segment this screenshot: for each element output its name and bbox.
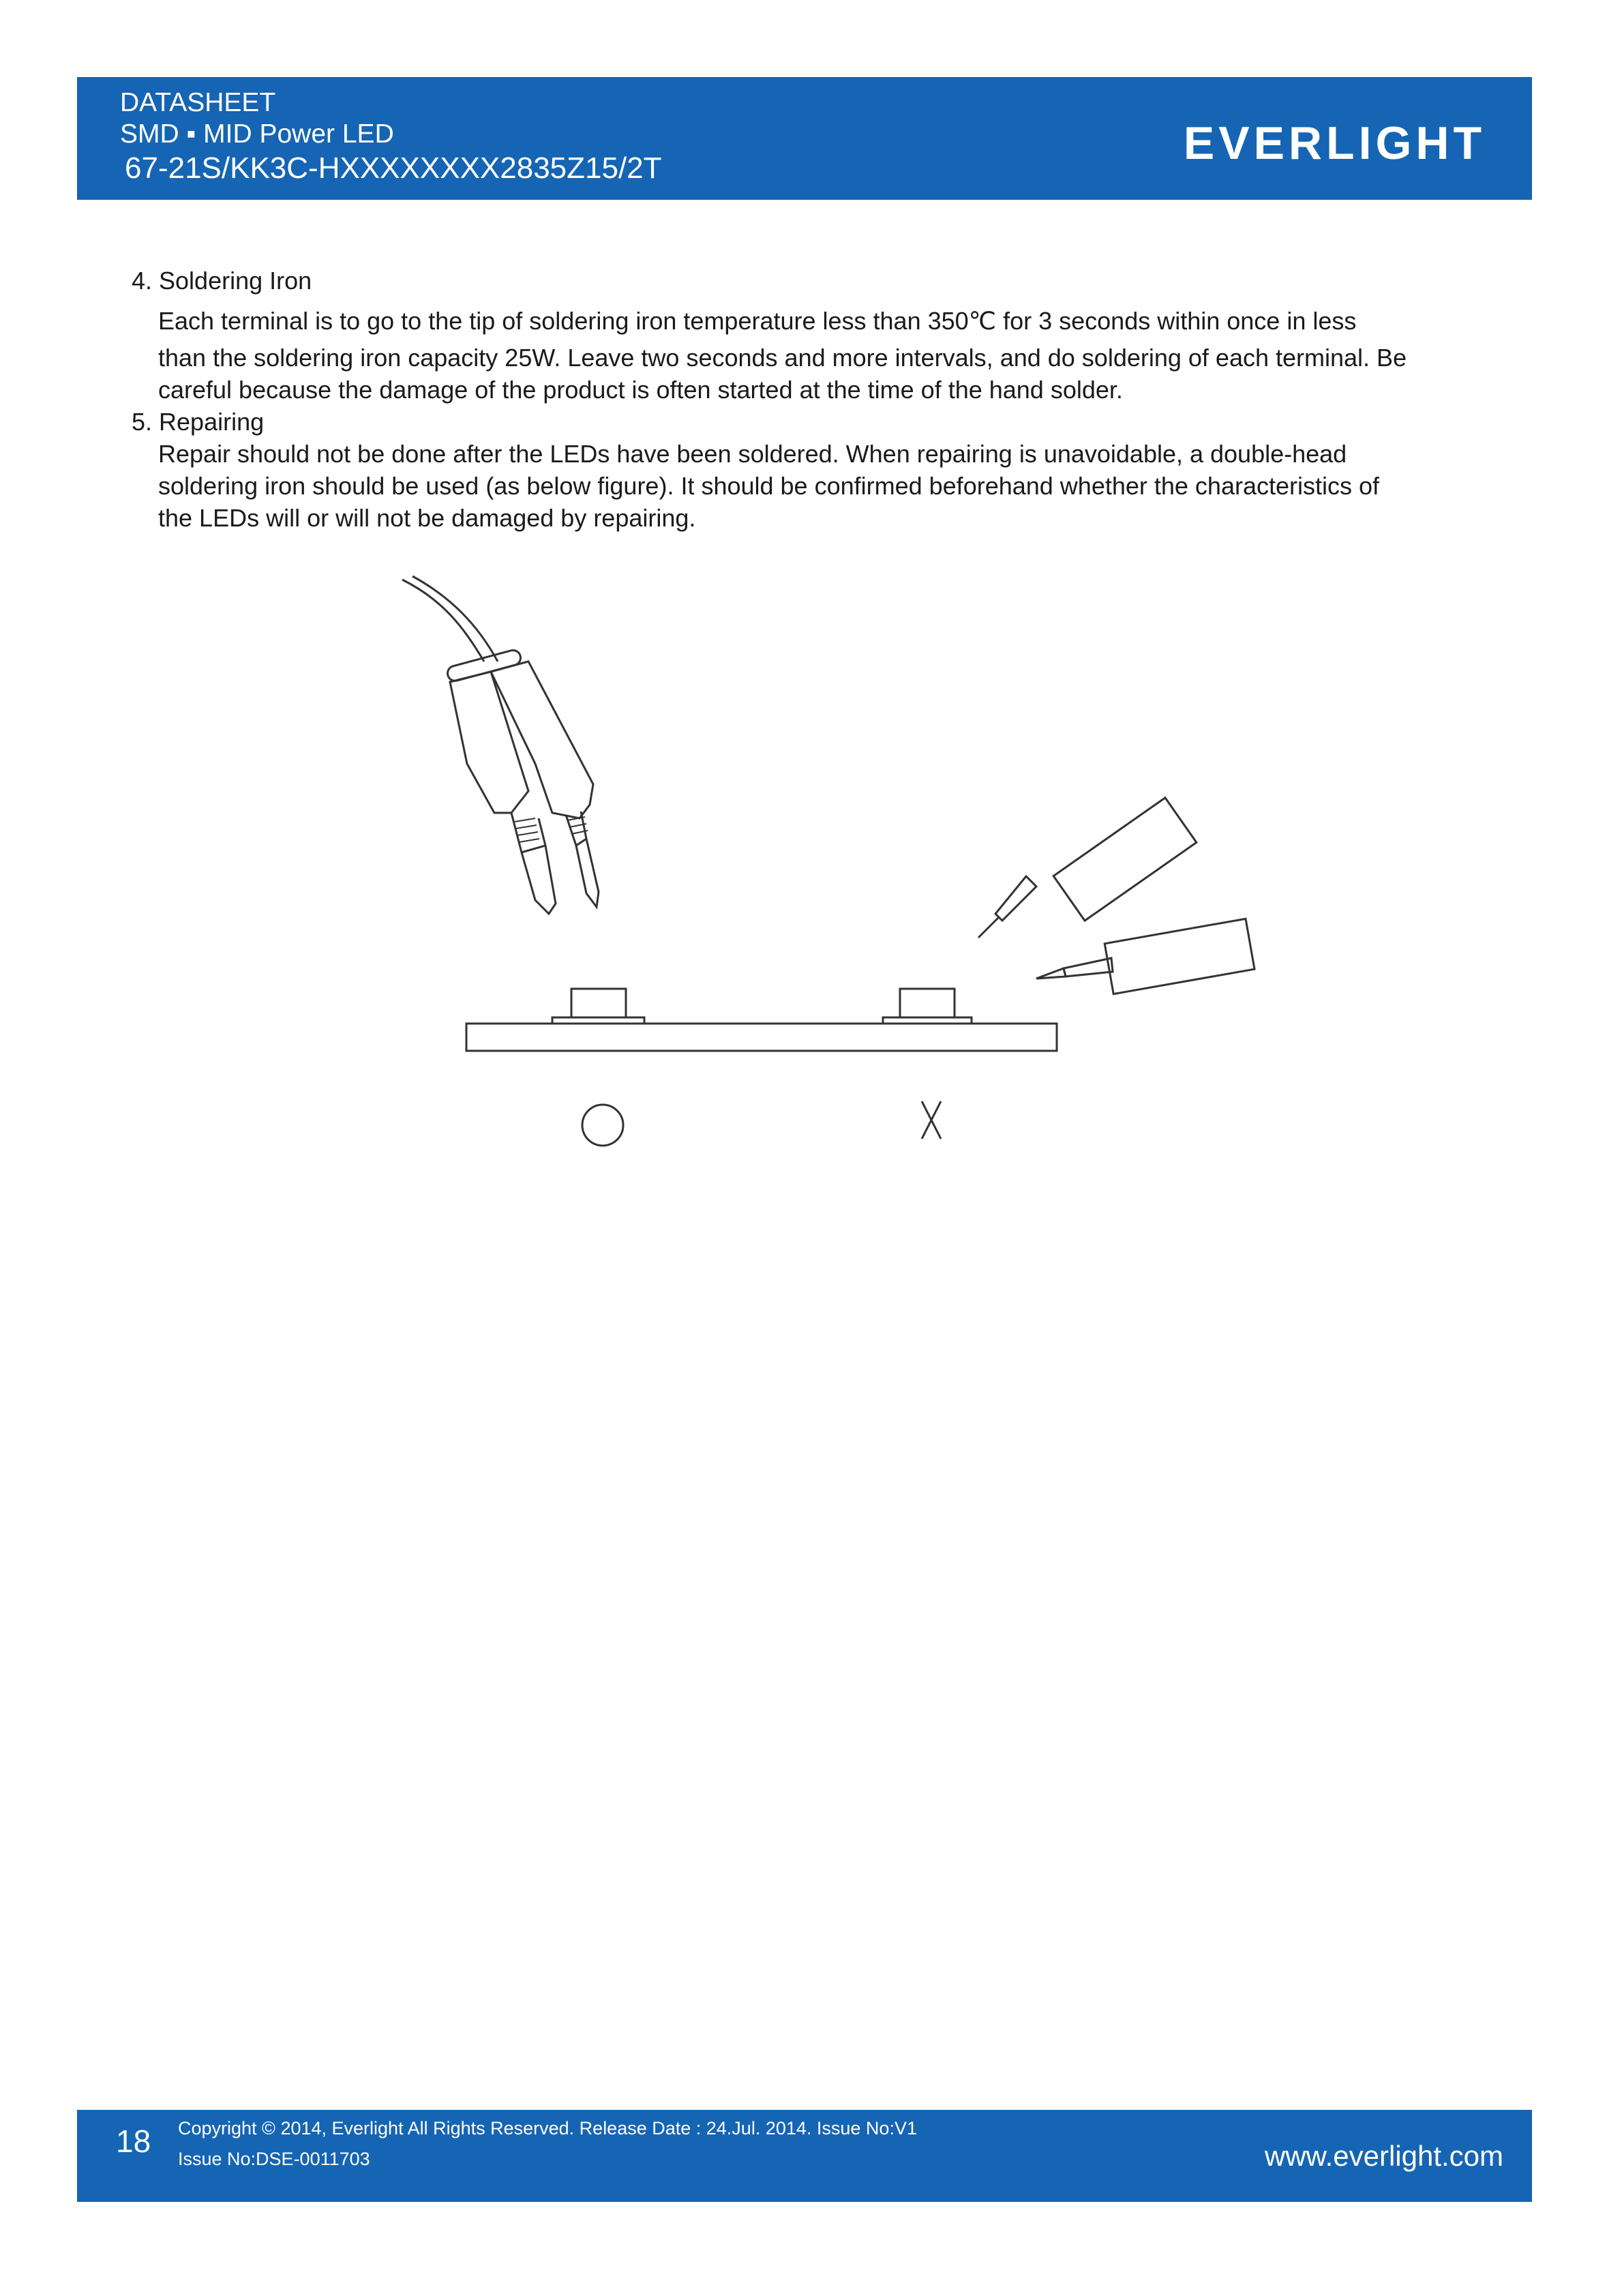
pcb-board xyxy=(466,1024,1057,1051)
double-head-iron xyxy=(402,576,599,914)
issue-number: Issue No:DSE-0011703 xyxy=(178,2149,370,2169)
iron-tip xyxy=(978,917,999,938)
footer-banner xyxy=(77,2110,1532,2202)
header-banner xyxy=(77,77,1532,200)
iron-shaft xyxy=(995,876,1036,921)
iron-right-arm xyxy=(491,661,593,818)
section-4-line: Each terminal is to go to the tip of soldering iron temperature less than 350℃ for 3 seconds within once in less xyxy=(158,307,1357,335)
section-4-line: careful because the damage of the product is often started at the time of the hand solder. xyxy=(158,376,1123,404)
iron-handle xyxy=(1105,919,1255,994)
datasheet-label: DATASHEET xyxy=(120,88,276,117)
product-line: SMD ▪ MID Power LED xyxy=(120,119,394,149)
iron-tip xyxy=(1036,968,1066,979)
page-number: 18 xyxy=(116,2123,151,2159)
ng-mark-label: X xyxy=(931,1125,932,1126)
single-irons xyxy=(978,798,1255,994)
led-left-pads xyxy=(552,1017,644,1024)
iron-left-arm xyxy=(450,672,528,813)
part-number: 67-21S/KK3C-HXXXXXXXX2835Z15/2T xyxy=(125,151,662,185)
led-right xyxy=(900,989,955,1017)
section-5-line: soldering iron should be used (as below figure). It should be confirmed beforehand whether the characteristics of xyxy=(158,472,1380,500)
led-right-pads xyxy=(883,1017,972,1024)
section-4-title: 4. Soldering Iron xyxy=(132,267,312,295)
pcb-assembly xyxy=(466,989,1057,1051)
led-left xyxy=(571,989,626,1017)
iron-right-tip xyxy=(576,839,599,907)
iron-handle xyxy=(1053,798,1197,921)
section-5-title: 5. Repairing xyxy=(132,408,265,436)
copyright-text: Copyright © 2014, Everlight All Rights Reserved. Release Date : 24.Jul. 2014. Issue No:V1 xyxy=(178,2118,917,2138)
ok-mark-circle xyxy=(582,1105,623,1146)
iron-cable xyxy=(402,580,484,661)
website-link[interactable]: www.everlight.com xyxy=(1264,2140,1503,2172)
section-4-line: than the soldering iron capacity 25W. Leave two seconds and more intervals, and do soldering of each terminal. Be xyxy=(158,344,1407,372)
section-5-line: Repair should not be done after the LEDs have been soldered. When repairing is unavoidable, a double-head xyxy=(158,440,1347,468)
section-5-line: the LEDs will or will not be damaged by repairing. xyxy=(158,504,696,532)
everlight-logo: EVERLIGHT xyxy=(1183,117,1486,169)
ng-mark-x xyxy=(922,1101,941,1139)
repair-diagram xyxy=(382,559,1282,1159)
iron-left-tip xyxy=(522,846,556,914)
iron-shaft xyxy=(1064,958,1113,976)
